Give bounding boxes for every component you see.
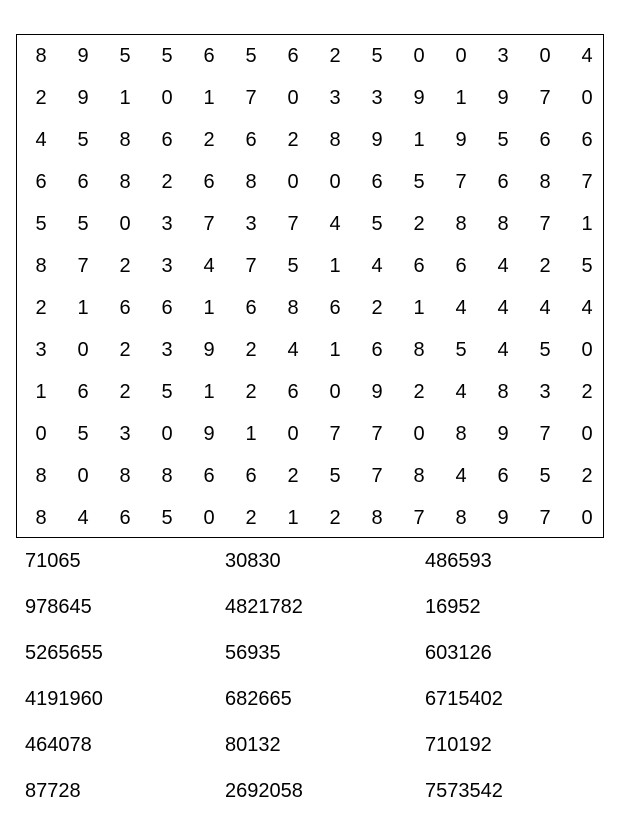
grid-cell[interactable]: 0 xyxy=(455,45,467,67)
grid-cell[interactable]: 4 xyxy=(539,297,551,319)
grid-cell[interactable]: 7 xyxy=(245,255,257,277)
grid-row xyxy=(17,161,603,203)
grid-cell[interactable]: 8 xyxy=(497,213,509,235)
grid-cell[interactable]: 4 xyxy=(581,45,593,67)
grid-cell[interactable]: 6 xyxy=(581,129,593,151)
grid-cell[interactable]: 5 xyxy=(77,129,89,151)
grid-cell[interactable]: 0 xyxy=(161,87,173,109)
grid-cell[interactable]: 0 xyxy=(581,339,593,361)
grid-cell[interactable]: 7 xyxy=(329,423,341,445)
word-item: 30830 xyxy=(225,550,281,572)
word-item: 2692058 xyxy=(225,780,303,802)
grid-cell[interactable]: 2 xyxy=(245,339,257,361)
grid-cell[interactable]: 0 xyxy=(413,423,425,445)
grid-cell[interactable]: 8 xyxy=(413,339,425,361)
grid-cell[interactable]: 6 xyxy=(329,297,341,319)
grid-cell[interactable]: 1 xyxy=(287,507,299,529)
word-item: 978645 xyxy=(25,596,92,618)
grid-row xyxy=(17,497,603,539)
grid-cell[interactable]: 2 xyxy=(413,381,425,403)
grid-cell[interactable]: 8 xyxy=(497,381,509,403)
grid-cell[interactable]: 5 xyxy=(161,507,173,529)
grid-cell[interactable]: 6 xyxy=(245,129,257,151)
grid-cell[interactable]: 4 xyxy=(35,129,47,151)
grid-cell[interactable]: 8 xyxy=(413,465,425,487)
grid-cell[interactable]: 3 xyxy=(497,45,509,67)
grid-cell[interactable]: 6 xyxy=(119,507,131,529)
grid-cell[interactable]: 1 xyxy=(413,297,425,319)
grid-cell[interactable]: 7 xyxy=(539,423,551,445)
grid-cell[interactable]: 9 xyxy=(455,129,467,151)
grid-cell[interactable]: 9 xyxy=(497,507,509,529)
grid-cell[interactable]: 6 xyxy=(497,171,509,193)
grid-cell[interactable]: 0 xyxy=(581,507,593,529)
grid-cell[interactable]: 0 xyxy=(161,423,173,445)
grid-cell[interactable]: 2 xyxy=(119,381,131,403)
grid-row xyxy=(17,245,603,287)
grid-cell[interactable]: 0 xyxy=(119,213,131,235)
grid-cell[interactable]: 2 xyxy=(371,297,383,319)
grid-cell[interactable]: 6 xyxy=(203,171,215,193)
grid-cell[interactable]: 4 xyxy=(497,339,509,361)
grid-cell[interactable]: 3 xyxy=(119,423,131,445)
grid-row xyxy=(17,203,603,245)
grid-cell[interactable]: 0 xyxy=(287,87,299,109)
grid-cell[interactable]: 2 xyxy=(119,255,131,277)
grid-cell[interactable]: 6 xyxy=(77,381,89,403)
grid-cell[interactable]: 4 xyxy=(497,297,509,319)
grid-cell[interactable]: 5 xyxy=(161,381,173,403)
grid-cell[interactable]: 6 xyxy=(371,171,383,193)
grid-cell[interactable]: 5 xyxy=(35,213,47,235)
grid-cell[interactable]: 2 xyxy=(245,507,257,529)
grid-cell[interactable]: 9 xyxy=(413,87,425,109)
grid-cell[interactable]: 4 xyxy=(455,381,467,403)
grid-cell[interactable]: 5 xyxy=(329,465,341,487)
grid-cell[interactable]: 2 xyxy=(329,45,341,67)
grid-row xyxy=(17,413,603,455)
grid-cell[interactable]: 2 xyxy=(119,339,131,361)
grid-row xyxy=(17,77,603,119)
grid-cell[interactable]: 0 xyxy=(413,45,425,67)
grid-cell[interactable]: 0 xyxy=(203,507,215,529)
number-search-grid xyxy=(16,34,604,538)
grid-cell[interactable]: 8 xyxy=(539,171,551,193)
grid-cell[interactable]: 1 xyxy=(203,87,215,109)
grid-cell[interactable]: 0 xyxy=(581,87,593,109)
grid-cell[interactable]: 8 xyxy=(35,255,47,277)
grid-cell[interactable]: 4 xyxy=(77,507,89,529)
grid-cell[interactable]: 2 xyxy=(287,129,299,151)
grid-cell[interactable]: 5 xyxy=(77,213,89,235)
grid-cell[interactable]: 0 xyxy=(35,423,47,445)
grid-cell[interactable]: 1 xyxy=(245,423,257,445)
grid-cell[interactable]: 6 xyxy=(161,297,173,319)
grid-cell[interactable]: 1 xyxy=(581,213,593,235)
grid-cell[interactable]: 2 xyxy=(287,465,299,487)
grid-cell[interactable]: 6 xyxy=(497,465,509,487)
grid-cell[interactable]: 2 xyxy=(581,381,593,403)
grid-cell[interactable]: 8 xyxy=(287,297,299,319)
word-item: 4821782 xyxy=(225,596,303,618)
grid-cell[interactable]: 8 xyxy=(119,465,131,487)
word-item: 16952 xyxy=(425,596,481,618)
grid-cell[interactable]: 4 xyxy=(455,297,467,319)
word-item: 710192 xyxy=(425,734,492,756)
grid-row xyxy=(17,119,603,161)
grid-cell[interactable]: 4 xyxy=(455,465,467,487)
grid-cell[interactable]: 3 xyxy=(539,381,551,403)
grid-cell[interactable]: 6 xyxy=(287,45,299,67)
grid-cell[interactable]: 3 xyxy=(245,213,257,235)
grid-cell[interactable]: 8 xyxy=(161,465,173,487)
grid-cell[interactable]: 2 xyxy=(329,507,341,529)
grid-cell[interactable]: 8 xyxy=(119,171,131,193)
grid-cell[interactable]: 2 xyxy=(35,297,47,319)
grid-cell[interactable]: 0 xyxy=(287,423,299,445)
word-item: 71065 xyxy=(25,550,81,572)
grid-row xyxy=(17,329,603,371)
grid-cell[interactable]: 1 xyxy=(203,297,215,319)
grid-row xyxy=(17,35,603,77)
grid-cell[interactable]: 8 xyxy=(329,129,341,151)
word-item: 80132 xyxy=(225,734,281,756)
grid-cell[interactable]: 5 xyxy=(497,129,509,151)
grid-cell[interactable]: 4 xyxy=(203,255,215,277)
grid-cell[interactable]: 8 xyxy=(245,171,257,193)
grid-cell[interactable]: 4 xyxy=(287,339,299,361)
word-item: 56935 xyxy=(225,642,281,664)
grid-cell[interactable]: 9 xyxy=(203,423,215,445)
grid-cell[interactable]: 7 xyxy=(455,171,467,193)
grid-cell[interactable]: 0 xyxy=(287,171,299,193)
grid-cell[interactable]: 6 xyxy=(287,381,299,403)
grid-cell[interactable]: 0 xyxy=(329,381,341,403)
grid-cell[interactable]: 5 xyxy=(77,423,89,445)
grid-cell[interactable]: 7 xyxy=(539,507,551,529)
grid-cell[interactable]: 1 xyxy=(329,339,341,361)
grid-cell[interactable]: 5 xyxy=(119,45,131,67)
grid-cell[interactable]: 1 xyxy=(119,87,131,109)
grid-cell[interactable]: 8 xyxy=(35,465,47,487)
grid-cell[interactable]: 9 xyxy=(371,129,383,151)
grid-cell[interactable]: 3 xyxy=(161,255,173,277)
grid-cell[interactable]: 6 xyxy=(77,171,89,193)
grid-cell[interactable]: 3 xyxy=(35,339,47,361)
grid-cell[interactable]: 3 xyxy=(161,213,173,235)
grid-cell[interactable]: 8 xyxy=(455,213,467,235)
grid-cell[interactable]: 9 xyxy=(497,423,509,445)
grid-cell[interactable]: 0 xyxy=(539,45,551,67)
grid-cell[interactable]: 9 xyxy=(203,339,215,361)
grid-row xyxy=(17,287,603,329)
grid-cell[interactable]: 1 xyxy=(203,381,215,403)
grid-cell[interactable]: 6 xyxy=(371,339,383,361)
grid-cell[interactable]: 7 xyxy=(581,171,593,193)
grid-cell[interactable]: 2 xyxy=(161,171,173,193)
grid-cell[interactable]: 7 xyxy=(539,213,551,235)
grid-cell[interactable]: 4 xyxy=(497,255,509,277)
grid-cell[interactable]: 7 xyxy=(539,87,551,109)
grid-cell[interactable]: 9 xyxy=(77,45,89,67)
grid-cell[interactable]: 4 xyxy=(581,297,593,319)
grid-cell[interactable]: 7 xyxy=(371,465,383,487)
grid-cell[interactable]: 5 xyxy=(245,45,257,67)
grid-cell[interactable]: 5 xyxy=(413,171,425,193)
grid-cell[interactable]: 8 xyxy=(35,507,47,529)
grid-cell[interactable]: 6 xyxy=(413,255,425,277)
grid-cell[interactable]: 6 xyxy=(203,465,215,487)
grid-cell[interactable]: 7 xyxy=(245,87,257,109)
grid-cell[interactable]: 1 xyxy=(413,129,425,151)
grid-cell[interactable]: 9 xyxy=(371,381,383,403)
word-item: 486593 xyxy=(425,550,492,572)
grid-cell[interactable]: 8 xyxy=(371,507,383,529)
grid-cell[interactable]: 6 xyxy=(539,129,551,151)
grid-cell[interactable]: 5 xyxy=(371,45,383,67)
word-item: 603126 xyxy=(425,642,492,664)
grid-cell[interactable]: 5 xyxy=(161,45,173,67)
word-item: 464078 xyxy=(25,734,92,756)
grid-cell[interactable]: 5 xyxy=(455,339,467,361)
grid-cell[interactable]: 6 xyxy=(245,465,257,487)
grid-cell[interactable]: 6 xyxy=(203,45,215,67)
grid-cell[interactable]: 9 xyxy=(497,87,509,109)
grid-cell[interactable]: 1 xyxy=(329,255,341,277)
word-item: 682665 xyxy=(225,688,292,710)
word-item: 87728 xyxy=(25,780,81,802)
grid-cell[interactable]: 0 xyxy=(581,423,593,445)
grid-cell[interactable]: 9 xyxy=(77,87,89,109)
grid-cell[interactable]: 5 xyxy=(539,339,551,361)
grid-cell[interactable]: 5 xyxy=(371,213,383,235)
grid-cell[interactable]: 2 xyxy=(203,129,215,151)
grid-cell[interactable]: 4 xyxy=(329,213,341,235)
grid-cell[interactable]: 5 xyxy=(581,255,593,277)
grid-cell[interactable]: 6 xyxy=(455,255,467,277)
grid-cell[interactable]: 2 xyxy=(539,255,551,277)
grid-cell[interactable]: 5 xyxy=(539,465,551,487)
grid-cell[interactable]: 7 xyxy=(287,213,299,235)
grid-row xyxy=(17,371,603,413)
grid-cell[interactable]: 1 xyxy=(455,87,467,109)
grid-cell[interactable]: 2 xyxy=(35,87,47,109)
word-item: 7573542 xyxy=(425,780,503,802)
grid-cell[interactable]: 0 xyxy=(329,171,341,193)
grid-cell[interactable]: 0 xyxy=(77,465,89,487)
grid-cell[interactable]: 7 xyxy=(203,213,215,235)
grid-cell[interactable]: 6 xyxy=(119,297,131,319)
grid-cell[interactable]: 2 xyxy=(413,213,425,235)
grid-cell[interactable]: 8 xyxy=(119,129,131,151)
grid-cell[interactable]: 8 xyxy=(35,45,47,67)
grid-cell[interactable]: 2 xyxy=(581,465,593,487)
word-item: 4191960 xyxy=(25,688,103,710)
grid-cell[interactable]: 3 xyxy=(161,339,173,361)
grid-cell[interactable]: 7 xyxy=(77,255,89,277)
grid-cell[interactable]: 4 xyxy=(371,255,383,277)
grid-cell[interactable]: 0 xyxy=(77,339,89,361)
grid-cell[interactable]: 6 xyxy=(245,297,257,319)
grid-cell[interactable]: 6 xyxy=(161,129,173,151)
grid-cell[interactable]: 3 xyxy=(371,87,383,109)
grid-cell[interactable]: 8 xyxy=(455,507,467,529)
grid-cell[interactable]: 5 xyxy=(287,255,299,277)
grid-cell[interactable]: 1 xyxy=(35,381,47,403)
grid-cell[interactable]: 6 xyxy=(35,171,47,193)
grid-cell[interactable]: 1 xyxy=(77,297,89,319)
word-item: 5265655 xyxy=(25,642,103,664)
word-item: 6715402 xyxy=(425,688,503,710)
grid-cell[interactable]: 7 xyxy=(413,507,425,529)
grid-cell[interactable]: 7 xyxy=(371,423,383,445)
grid-row xyxy=(17,455,603,497)
grid-cell[interactable]: 8 xyxy=(455,423,467,445)
grid-cell[interactable]: 3 xyxy=(329,87,341,109)
word-list xyxy=(0,538,622,812)
grid-cell[interactable]: 2 xyxy=(245,381,257,403)
